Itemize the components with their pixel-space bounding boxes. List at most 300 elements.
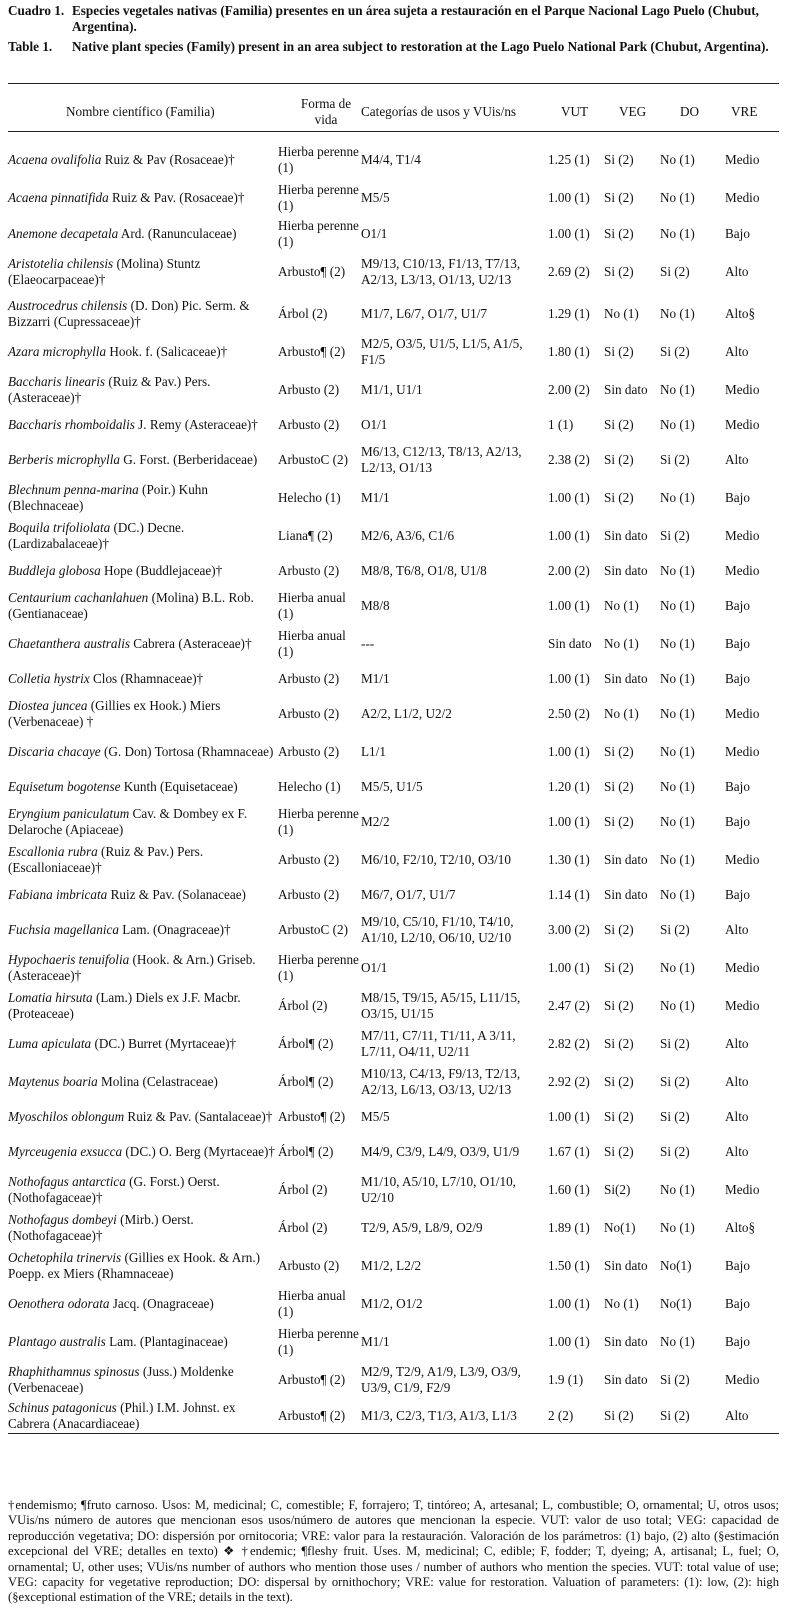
cell-uses-text: M1/1 (361, 1334, 390, 1350)
cell-vre-text: Alto (725, 1074, 749, 1090)
cell-life (278, 587, 360, 625)
cell-life (278, 1361, 360, 1399)
cell-vre-text: Medio (725, 744, 760, 760)
cell-life (278, 1133, 360, 1171)
cell-name (8, 1101, 276, 1133)
cell-vre-text: Alto (725, 1408, 749, 1424)
header-life-form: Forma de vida (300, 96, 352, 127)
cell-uses (361, 663, 549, 695)
table-row (8, 219, 779, 249)
cell-veg-text: Si(2) (604, 1182, 631, 1198)
table-footnote (8, 1498, 779, 1606)
cell-do (660, 441, 724, 479)
cell-vre (725, 1285, 785, 1323)
table-row (8, 249, 779, 295)
cell-vre (725, 1247, 785, 1285)
cell-life (278, 841, 360, 879)
cell-veg-text: No(1) (604, 1220, 636, 1236)
cell-vre-text: Bajo (725, 598, 750, 614)
cell-vut-text: 1.00 (1) (548, 528, 590, 544)
table-row (8, 409, 779, 441)
cell-name (8, 1399, 276, 1433)
cell-life (278, 949, 360, 987)
cell-name (8, 1285, 276, 1323)
species-name: Fabiana imbricata (8, 887, 108, 903)
cell-name (8, 219, 276, 249)
species-authority: (G. Forst.) Oerst. (Nothofagaceae)† (8, 1174, 220, 1205)
cell-veg-text: Si (2) (604, 226, 634, 242)
cell-uses-text: M6/13, C12/13, T8/13, A2/13, L2/13, O1/13 (361, 444, 522, 475)
cell-uses-text: L1/1 (361, 744, 386, 760)
cell-uses-text: M2/9, T2/9, A1/9, L3/9, O3/9, U3/9, C1/9, F2/9 (361, 1364, 521, 1395)
cell-do (660, 1133, 724, 1171)
cell-uses (361, 1399, 549, 1433)
species-authority: Clos (Rhamnaceae)† (89, 671, 204, 687)
header-uses: Categorías de usos y VUis/ns (361, 104, 517, 119)
cell-life-text: Hierba perenne (1) (278, 218, 359, 249)
cell-vre-text: Medio (725, 998, 760, 1014)
cell-do (660, 249, 724, 295)
table-row (8, 803, 779, 841)
cell-vut-text: 1.00 (1) (548, 671, 590, 687)
cell-life (278, 911, 360, 949)
cell-vre-text: Bajo (725, 1296, 750, 1312)
species-authority: (DC.) O. Berg (Myrtaceae)† (122, 1144, 275, 1160)
species-name: Equisetum bogotense (8, 779, 121, 795)
species-name: Azara microphylla (8, 344, 107, 360)
cell-uses-text: M1/1 (361, 671, 390, 687)
table-row (8, 841, 779, 879)
species-name: Berberis microphylla (8, 452, 120, 468)
cell-life (278, 1063, 360, 1101)
cell-vre-text: Alto (725, 1109, 749, 1125)
cell-life-text: Helecho (1) (278, 490, 341, 506)
cell-vre (725, 333, 785, 371)
species-name: Baccharis linearis (8, 374, 106, 390)
cell-vre-text: Medio (725, 852, 760, 868)
cell-do-text: Si (2) (660, 922, 690, 938)
cell-do (660, 663, 724, 695)
cell-do-text: No (1) (660, 671, 695, 687)
cell-life (278, 1025, 360, 1063)
cell-uses (361, 555, 549, 587)
species-authority: Hook. f. (Salicaceae)† (106, 344, 228, 360)
cell-vut-text: 1.00 (1) (548, 1109, 590, 1125)
cell-vre (725, 479, 785, 517)
cell-do-text: Si (2) (660, 1372, 690, 1388)
cell-vre-text: Medio (725, 190, 760, 206)
cell-life (278, 1209, 360, 1247)
cell-vre (725, 841, 785, 879)
cell-uses (361, 1323, 549, 1361)
cell-uses-text: M1/3, C2/3, T1/3, A1/3, L1/3 (361, 1408, 517, 1424)
table-row (8, 1101, 779, 1133)
cell-name (8, 1247, 276, 1285)
table-row (8, 771, 779, 803)
species-name: Oenothera odorata (8, 1296, 110, 1312)
cell-do-text: No (1) (660, 563, 695, 579)
cell-uses-text: M8/15, T9/15, A5/15, L11/15, O3/15, U1/15 (361, 990, 521, 1021)
cell-uses (361, 987, 549, 1025)
species-name: Myoschilos oblongum (8, 1109, 125, 1125)
table-row (8, 517, 779, 555)
cell-veg-text: Si (2) (604, 190, 634, 206)
cell-do-text: Si (2) (660, 452, 690, 468)
cell-life (278, 733, 360, 771)
cell-life-text: Hierba anual (1) (278, 590, 346, 621)
cell-do (660, 1361, 724, 1399)
species-authority: (Ruiz & Pav.) Pers. (Asteraceae)† (8, 374, 211, 405)
table-row (8, 181, 779, 215)
cell-uses (361, 1063, 549, 1101)
species-authority: (Molina) B.L. Rob. (Gentianaceae) (8, 590, 254, 621)
cell-veg-text: Sin dato (604, 887, 648, 903)
cell-uses-text: M2/5, O3/5, U1/5, L1/5, A1/5, F1/5 (361, 336, 523, 367)
cell-do (660, 1171, 724, 1209)
cell-life-text: Arbusto (2) (278, 382, 340, 398)
species-name: Centaurium cachanlahuen (8, 590, 149, 606)
cell-vre (725, 555, 785, 587)
cell-uses-text: M2/2 (361, 814, 390, 830)
species-name: Baccharis rhomboidalis (8, 417, 135, 433)
caption-english-text: Native plant species (Family) present in an area subject to restoration at the Lago Puelo National Park (Chubut, Argentina). (72, 39, 769, 54)
cell-uses (361, 219, 549, 249)
cell-veg-text: Si (2) (604, 744, 634, 760)
species-authority: Lam. (Onagraceae)† (118, 922, 231, 938)
cell-do-text: Si (2) (660, 1074, 690, 1090)
cell-uses (361, 1361, 549, 1399)
cell-uses (361, 1025, 549, 1063)
cell-uses-text: --- (361, 636, 375, 652)
cell-life (278, 479, 360, 517)
cell-vre (725, 1171, 785, 1209)
species-name: Boquila trifoliolata (8, 520, 111, 536)
cell-vre (725, 249, 785, 295)
cell-vre-text: Medio (725, 152, 760, 168)
table-row (8, 441, 779, 479)
cell-life (278, 1323, 360, 1361)
cell-life-text: Hierba anual (1) (278, 628, 346, 659)
cell-life-text: Árbol¶ (2) (278, 1144, 334, 1160)
cell-do (660, 219, 724, 249)
species-name: Nothofagus antarctica (8, 1174, 126, 1190)
cell-vre-text: Bajo (725, 887, 750, 903)
cell-veg-text: No (1) (604, 706, 639, 722)
cell-name (8, 555, 276, 587)
cell-do (660, 479, 724, 517)
cell-name (8, 333, 276, 371)
cell-veg-text: Sin dato (604, 1334, 648, 1350)
cell-veg-text: Si (2) (604, 264, 634, 280)
table-row (8, 879, 779, 911)
cell-life-text: Hierba perenne (1) (278, 1326, 359, 1357)
cell-life-text: Arbusto¶ (2) (278, 1109, 346, 1125)
cell-do-text: No (1) (660, 417, 695, 433)
cell-do (660, 371, 724, 409)
cell-name (8, 625, 276, 663)
cell-do-text: No (1) (660, 960, 695, 976)
species-authority: Ard. (Ranunculaceae) (118, 226, 237, 242)
cell-life-text: Hierba perenne (1) (278, 182, 359, 213)
cell-do-text: No (1) (660, 226, 695, 242)
cell-vut-text: 1 (1) (548, 417, 574, 433)
cell-uses-text: M5/5, U1/5 (361, 779, 423, 795)
cell-veg-text: Sin dato (604, 563, 648, 579)
cell-veg-text: Si (2) (604, 417, 634, 433)
cell-do-text: No (1) (660, 706, 695, 722)
cell-name (8, 1209, 276, 1247)
species-name: Acaena pinnatifida (8, 190, 109, 206)
table-top-rule (8, 83, 779, 84)
species-authority: Ruiz & Pav. (Santalaceae)† (124, 1109, 273, 1125)
table-row (8, 1209, 779, 1247)
cell-do (660, 1323, 724, 1361)
cell-life-text: Arbusto (2) (278, 671, 340, 687)
species-name: Luma apiculata (8, 1036, 92, 1052)
cell-vre (725, 1399, 785, 1433)
cell-uses (361, 733, 549, 771)
cell-life-text: Arbusto (2) (278, 744, 340, 760)
cell-uses (361, 479, 549, 517)
table-row (8, 295, 779, 333)
cell-vre (725, 625, 785, 663)
cell-life-text: Arbusto¶ (2) (278, 1372, 346, 1388)
cell-do-text: No (1) (660, 306, 695, 322)
species-name: Myrceugenia exsucca (8, 1144, 123, 1160)
cell-vut-text: 2.38 (2) (548, 452, 590, 468)
cell-life-text: ArbustoC (2) (278, 922, 348, 938)
header-vre: VRE (731, 104, 758, 119)
cell-veg-text: Sin dato (604, 528, 648, 544)
cell-vre (725, 181, 785, 215)
cell-do-text: No (1) (660, 814, 695, 830)
table-row (8, 1361, 779, 1399)
species-authority: (Ruiz & Pav.) Pers. (Escalloniaceae)† (8, 844, 204, 875)
species-name: Discaria chacaye (8, 744, 101, 760)
species-authority: Lam. (Plantaginaceae) (105, 1334, 228, 1350)
cell-life-text: Árbol (2) (278, 998, 328, 1014)
species-name: Ochetophila trinervis (8, 1250, 122, 1266)
species-name: Plantago australis (8, 1334, 106, 1350)
cell-vut-text: 2.00 (2) (548, 563, 590, 579)
species-name: Schinus patagonicus (8, 1400, 117, 1416)
cell-vut-text: Sin dato (548, 636, 592, 652)
cell-veg-text: Si (2) (604, 344, 634, 360)
cell-name (8, 949, 276, 987)
header-vut: VUT (561, 104, 589, 119)
species-authority: (DC.) Decne. (Lardizabalaceae)† (8, 520, 185, 551)
cell-name (8, 441, 276, 479)
cell-name (8, 879, 276, 911)
caption-english-label: Table 1. (8, 39, 53, 54)
cell-uses-text: M4/4, T1/4 (361, 152, 421, 168)
cell-name (8, 479, 276, 517)
cell-life (278, 295, 360, 333)
cell-do-text: No (1) (660, 779, 695, 795)
table-bottom-rule (8, 1433, 779, 1434)
cell-uses-text: M4/9, C3/9, L4/9, O3/9, U1/9 (361, 1144, 520, 1160)
cell-vre (725, 695, 785, 733)
cell-vre (725, 295, 785, 333)
species-name: Maytenus boaria (8, 1074, 98, 1090)
cell-vut-text: 1.00 (1) (548, 490, 590, 506)
cell-life (278, 1171, 360, 1209)
species-name: Buddleja globosa (8, 563, 101, 579)
cell-life-text: Arbusto¶ (2) (278, 1408, 346, 1424)
header-do: DO (680, 104, 700, 119)
cell-vut-text: 1.20 (1) (548, 779, 590, 795)
cell-vut-text: 1.30 (1) (548, 852, 590, 868)
cell-vre-text: Bajo (725, 636, 750, 652)
cell-life-text: Hierba perenne (1) (278, 952, 359, 983)
cell-veg-text: Si (2) (604, 998, 634, 1014)
cell-do (660, 1209, 724, 1247)
cell-life (278, 695, 360, 733)
cell-vut-text: 2.47 (2) (548, 998, 590, 1014)
cell-uses (361, 803, 549, 841)
cell-vut-text: 1.00 (1) (548, 190, 590, 206)
cell-life (278, 803, 360, 841)
table-row (8, 1063, 779, 1101)
cell-veg-text: Si (2) (604, 1036, 634, 1052)
cell-do (660, 911, 724, 949)
cell-vut-text: 1.25 (1) (548, 152, 590, 168)
cell-vut-text: 2 (2) (548, 1408, 574, 1424)
cell-life (278, 441, 360, 479)
cell-life-text: Arbusto (2) (278, 706, 340, 722)
cell-name (8, 911, 276, 949)
cell-vre (725, 143, 785, 177)
species-authority: (DC.) Burret (Myrtaceae)† (91, 1036, 237, 1052)
cell-vre (725, 219, 785, 249)
cell-do (660, 555, 724, 587)
cell-vut-text: 1.00 (1) (548, 960, 590, 976)
cell-veg-text: Si (2) (604, 452, 634, 468)
cell-veg-text: Sin dato (604, 1258, 648, 1274)
cell-life (278, 333, 360, 371)
cell-do-text: No (1) (660, 636, 695, 652)
cell-do (660, 1399, 724, 1433)
table-row (8, 1025, 779, 1063)
cell-uses-text: M5/5 (361, 1109, 390, 1125)
cell-vre-text: Medio (725, 706, 760, 722)
cell-life (278, 1101, 360, 1133)
cell-veg-text: Si (2) (604, 1144, 634, 1160)
cell-do (660, 181, 724, 215)
cell-life-text: Arbusto (2) (278, 852, 340, 868)
cell-uses (361, 409, 549, 441)
cell-vut-text: 1.00 (1) (548, 598, 590, 614)
cell-veg-text: Si (2) (604, 490, 634, 506)
cell-name (8, 1133, 276, 1171)
cell-vut-text: 1.00 (1) (548, 1296, 590, 1312)
cell-vre-text: Medio (725, 528, 760, 544)
cell-vre (725, 1323, 785, 1361)
cell-uses (361, 879, 549, 911)
cell-uses (361, 1171, 549, 1209)
cell-do (660, 333, 724, 371)
cell-name (8, 249, 276, 295)
cell-vre-text: Bajo (725, 814, 750, 830)
cell-uses (361, 1285, 549, 1323)
species-name: Diostea juncea (8, 698, 88, 714)
cell-veg-text: Sin dato (604, 852, 648, 868)
cell-uses-text: M1/2, O1/2 (361, 1296, 423, 1312)
header-name: Nombre científico (Familia) (66, 104, 215, 119)
cell-vre-text: Bajo (725, 779, 750, 795)
cell-veg-text: Sin dato (604, 1372, 648, 1388)
cell-do (660, 841, 724, 879)
cell-vut-text: 1.89 (1) (548, 1220, 590, 1236)
cell-name (8, 1063, 276, 1101)
cell-life (278, 771, 360, 803)
cell-life (278, 987, 360, 1025)
cell-life-text: Arbusto (2) (278, 887, 340, 903)
cell-uses (361, 517, 549, 555)
cell-vre-text: Alto (725, 452, 749, 468)
species-authority: (Hook. & Arn.) Griseb. (Asteraceae)† (8, 952, 256, 983)
cell-life (278, 879, 360, 911)
cell-uses-text: M1/10, A5/10, L7/10, O1/10, U2/10 (361, 1174, 516, 1205)
species-name: Colletia hystrix (8, 671, 90, 687)
cell-vre-text: Alto§ (725, 306, 756, 322)
species-authority: (Gillies ex Hook. & Arn.) Poepp. ex Miers (Rhamnaceae) (8, 1250, 261, 1281)
cell-name (8, 771, 276, 803)
cell-do-text: Si (2) (660, 528, 690, 544)
cell-vre-text: Medio (725, 417, 760, 433)
cell-do (660, 1063, 724, 1101)
cell-uses-text: M8/8 (361, 598, 390, 614)
cell-life-text: Arbusto¶ (2) (278, 344, 346, 360)
header-veg: VEG (619, 104, 647, 119)
cell-uses-text: M1/1, U1/1 (361, 382, 423, 398)
cell-vre (725, 517, 785, 555)
cell-name (8, 1361, 276, 1399)
cell-do-text: No (1) (660, 998, 695, 1014)
cell-vre-text: Alto (725, 1144, 749, 1160)
cell-life (278, 181, 360, 215)
cell-uses (361, 249, 549, 295)
cell-life (278, 1399, 360, 1433)
cell-vre-text: Alto (725, 922, 749, 938)
cell-vre-text: Medio (725, 382, 760, 398)
cell-uses (361, 441, 549, 479)
cell-vre-text: Medio (725, 960, 760, 976)
cell-vut-text: 1.80 (1) (548, 344, 590, 360)
cell-uses-text: M8/8, T6/8, O1/8, U1/8 (361, 563, 487, 579)
cell-vre-text: Alto (725, 344, 749, 360)
cell-uses-text: A2/2, L1/2, U2/2 (361, 706, 452, 722)
cell-vut-text: 2.82 (2) (548, 1036, 590, 1052)
cell-do-text: No (1) (660, 152, 695, 168)
table-row (8, 949, 779, 987)
cell-vre (725, 1361, 785, 1399)
cell-vre (725, 987, 785, 1025)
table-row (8, 1171, 779, 1209)
cell-uses (361, 949, 549, 987)
cell-life-text: Árbol (2) (278, 1182, 328, 1198)
cell-life-text: ArbustoC (2) (278, 452, 348, 468)
cell-vre (725, 587, 785, 625)
table-row (8, 143, 779, 177)
cell-vut-text: 1.67 (1) (548, 1144, 590, 1160)
cell-life (278, 555, 360, 587)
cell-vut-text: 1.00 (1) (548, 744, 590, 760)
cell-do (660, 1285, 724, 1323)
cell-vre (725, 409, 785, 441)
cell-uses (361, 333, 549, 371)
cell-uses-text: M6/10, F2/10, T2/10, O3/10 (361, 852, 511, 868)
